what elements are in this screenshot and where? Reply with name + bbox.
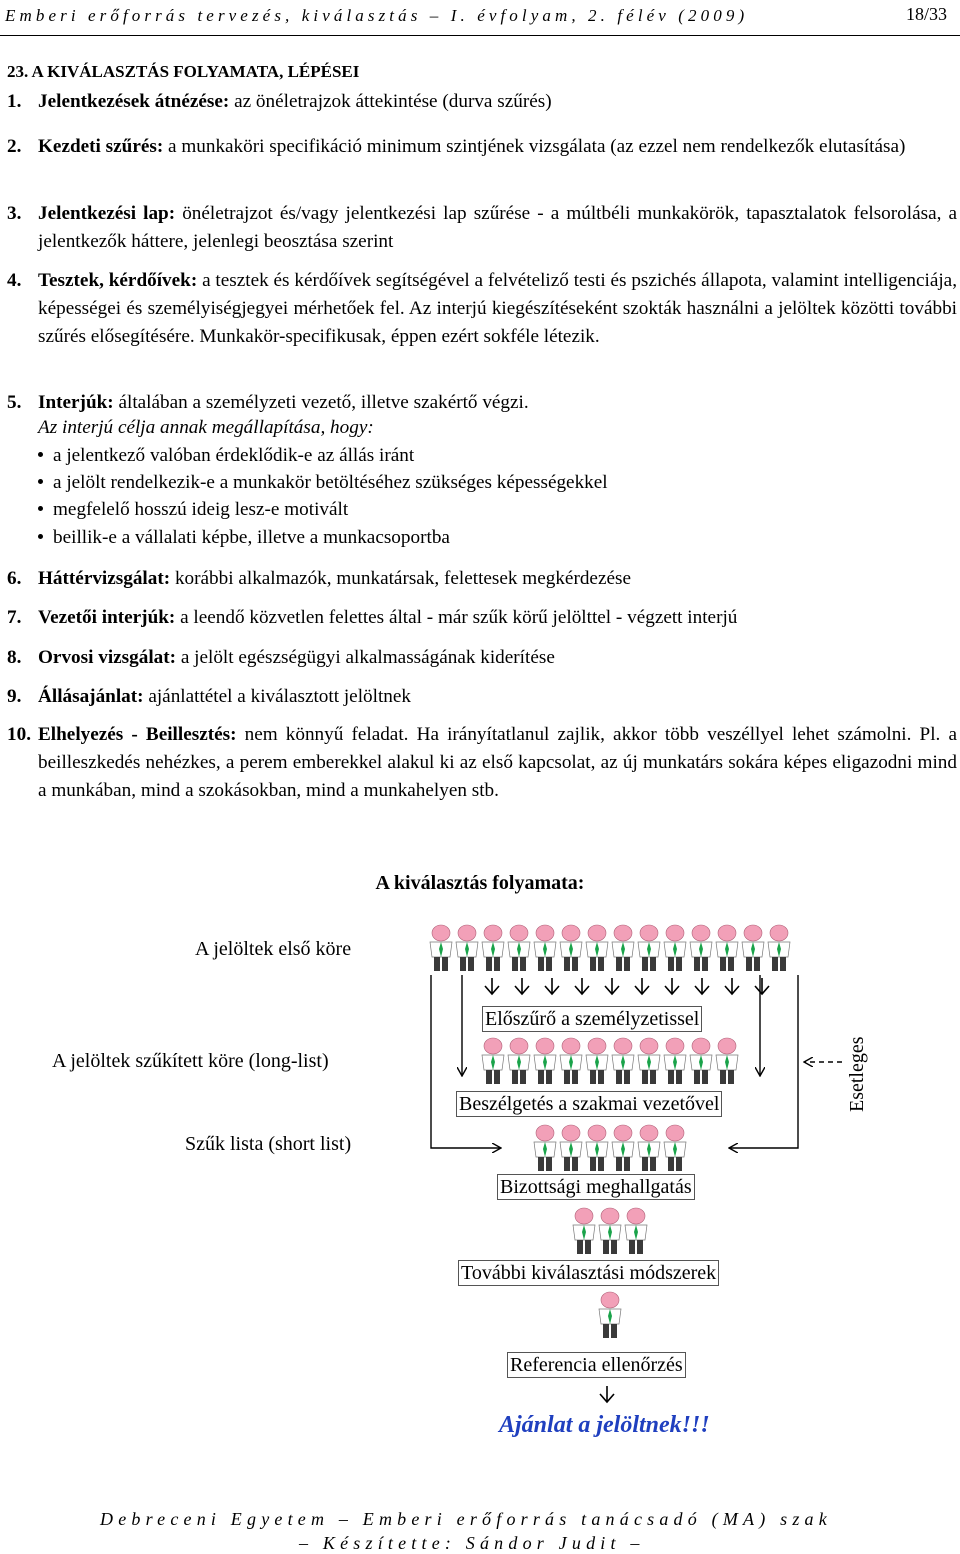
step-text: korábbi alkalmazók, munkatársak, felettesek megkérdezése bbox=[170, 568, 631, 589]
down-arrow-icon bbox=[725, 978, 739, 994]
person-icon bbox=[664, 1038, 686, 1084]
step-heading: Jelentkezések átnézése: bbox=[38, 91, 230, 112]
person-icon bbox=[716, 1038, 738, 1084]
down-arrow-icon bbox=[575, 978, 589, 994]
step-number: 5. bbox=[7, 392, 22, 413]
optional-label: Esetleges bbox=[846, 1036, 868, 1112]
bracket-arrow-outer-right bbox=[730, 975, 798, 1148]
down-arrow-icon bbox=[600, 1386, 614, 1402]
person-icon bbox=[612, 1125, 634, 1171]
step-heading: Vezetői interjúk: bbox=[38, 607, 176, 628]
step-heading: Orvosi vizsgálat: bbox=[38, 647, 177, 668]
person-icon bbox=[638, 1038, 660, 1084]
person-icon bbox=[534, 1038, 556, 1084]
person-icon bbox=[742, 925, 764, 971]
step-text: önéletrajzot és/vagy jelentkezési lap szűrése - a múltbéli munkakörök, tapasztalatok felsorolása, a jelentkezők háttere, jelenlegi beosztása szerint bbox=[38, 203, 957, 252]
step-number: 9. bbox=[7, 686, 22, 707]
person-icon bbox=[586, 1038, 608, 1084]
step-box-committee: Bizottsági meghallgatás bbox=[497, 1174, 695, 1200]
person-icon bbox=[599, 1292, 621, 1338]
step-number: 8. bbox=[7, 647, 22, 668]
step-heading: Interjúk: bbox=[38, 392, 114, 413]
bullet-text: megfelelő hosszú ideig lesz-e motivált bbox=[53, 499, 349, 520]
person-icon bbox=[664, 1125, 686, 1171]
person-icon bbox=[482, 925, 504, 971]
person-icon bbox=[612, 1038, 634, 1084]
step-heading: Kezdeti szűrés: bbox=[38, 136, 164, 157]
bullet-text: a jelentkező valóban érdeklődik-e az állás iránt bbox=[53, 445, 415, 466]
step-heading: Elhelyezés - Beillesztés: bbox=[38, 724, 237, 745]
offer-label: Ajánlat a jelöltnek!!! bbox=[499, 1412, 710, 1438]
down-arrow-icon bbox=[485, 978, 499, 994]
step-text: nem könnyű feladat. Ha irányítatlanul zajlik, akkor több veszéllyel lehet számolni. Pl. a beilleszkedés nehézkes, a perem emberekkel alakul ki az első kapcsolat, az új munkatárs sokára képes eligazodni mind a munkában, mind a szokásokban, mind a munkahelyen stb. bbox=[38, 724, 957, 801]
person-icon bbox=[508, 925, 530, 971]
person-icon bbox=[690, 1038, 712, 1084]
down-arrow-icon bbox=[605, 978, 619, 994]
person-icon bbox=[456, 925, 478, 971]
person-icon bbox=[768, 925, 790, 971]
bullet-text: a jelölt rendelkezik-e a munkakör betöltéséhez szükséges képességekkel bbox=[53, 472, 608, 493]
step-text: a leendő közvetlen felettes által - már szűk körű jelölttel - végzett interjú bbox=[175, 607, 738, 628]
person-icon bbox=[599, 1208, 621, 1254]
down-arrow-icon bbox=[755, 978, 769, 994]
step-heading: Jelentkezési lap: bbox=[38, 203, 176, 224]
label-long-list: A jelöltek szűkített köre (long-list) bbox=[52, 1050, 329, 1072]
person-icon bbox=[638, 1125, 660, 1171]
step-number: 3. bbox=[7, 203, 22, 224]
diagram-title: A kiválasztás folyamata: bbox=[375, 872, 585, 894]
step-number: 2. bbox=[7, 136, 22, 157]
step-number: 1. bbox=[7, 91, 22, 112]
footer-line-1: Debreceni Egyetem – Emberi erőforrás tanácsadó (MA) szak bbox=[100, 1509, 832, 1529]
person-icon bbox=[482, 1038, 504, 1084]
step-text: a tesztek és kérdőívek segítségével a felvételiző testi és pszichés állapota, valamint intelligenciája, képességei és személyiségjegyei mérhetőek fel. Az interjú kiegészítéseként szokták használni a jelöltek közötti további szűrés elősegítésére. Munkakör-specifikusak, éppen ezért sokféle létezik. bbox=[38, 270, 957, 347]
down-arrow-icon bbox=[695, 978, 709, 994]
person-icon bbox=[508, 1038, 530, 1084]
step-heading: Tesztek, kérdőívek: bbox=[38, 270, 198, 291]
step-text: a munkaköri specifikáció minimum szintjének vizsgálata (az ezzel nem rendelkezők elutasítása) bbox=[163, 136, 906, 157]
step-text: az önéletrajzok áttekintése (durva szűrés) bbox=[229, 91, 552, 112]
person-icon bbox=[573, 1208, 595, 1254]
person-icon bbox=[690, 925, 712, 971]
step-number: 10. bbox=[7, 724, 31, 745]
person-icon bbox=[534, 925, 556, 971]
step-box-prescreen: Előszűrő a személyzetissel bbox=[482, 1006, 702, 1032]
step-box-further-methods: További kiválasztási módszerek bbox=[458, 1260, 719, 1286]
running-header: Emberi erőforrás tervezés, kiválasztás – I. évfolyam, 2. félév (2009) bbox=[5, 6, 749, 25]
step-number: 6. bbox=[7, 568, 22, 589]
step-text: általában a személyzeti vezető, illetve szakértő végzi. bbox=[113, 392, 529, 413]
person-icon bbox=[430, 925, 452, 971]
step-heading: Háttérvizsgálat: bbox=[38, 568, 171, 589]
down-arrow-icon bbox=[515, 978, 529, 994]
person-icon bbox=[716, 925, 738, 971]
page-number: 18/33 bbox=[906, 4, 948, 24]
step-text: ajánlattétel a kiválasztott jelöltnek bbox=[143, 686, 411, 707]
bullet-text: beillik-e a vállalati képbe, illetve a munkacsoportba bbox=[53, 527, 450, 548]
person-icon bbox=[586, 925, 608, 971]
step-box-reference-check: Referencia ellenőrzés bbox=[507, 1352, 686, 1378]
step-box-manager-interview: Beszélgetés a szakmai vezetővel bbox=[456, 1091, 722, 1117]
label-short-list: Szűk lista (short list) bbox=[185, 1133, 352, 1155]
down-arrow-icon bbox=[635, 978, 649, 994]
step-text: a jelölt egészségügyi alkalmasságának kiderítése bbox=[176, 647, 555, 668]
down-arrow-icon bbox=[665, 978, 679, 994]
step-heading: Állásajánlat: bbox=[38, 686, 144, 707]
person-icon bbox=[560, 1038, 582, 1084]
person-icon bbox=[664, 925, 686, 971]
down-arrow-icon bbox=[545, 978, 559, 994]
footer-line-2: – Készítette: Sándor Judit – bbox=[299, 1533, 645, 1553]
person-icon bbox=[612, 925, 634, 971]
step-number: 4. bbox=[7, 270, 22, 291]
person-icon bbox=[560, 925, 582, 971]
section-title: 23. A KIVÁLASZTÁS FOLYAMATA, LÉPÉSEI bbox=[7, 62, 360, 81]
person-icon bbox=[560, 1125, 582, 1171]
person-icon bbox=[638, 925, 660, 971]
person-icon bbox=[534, 1125, 556, 1171]
person-icon bbox=[586, 1125, 608, 1171]
step-number: 7. bbox=[7, 607, 22, 628]
person-icon bbox=[625, 1208, 647, 1254]
interview-intro: Az interjú célja annak megállapítása, hogy: bbox=[38, 417, 374, 438]
label-first-round: A jelöltek első köre bbox=[195, 938, 352, 960]
